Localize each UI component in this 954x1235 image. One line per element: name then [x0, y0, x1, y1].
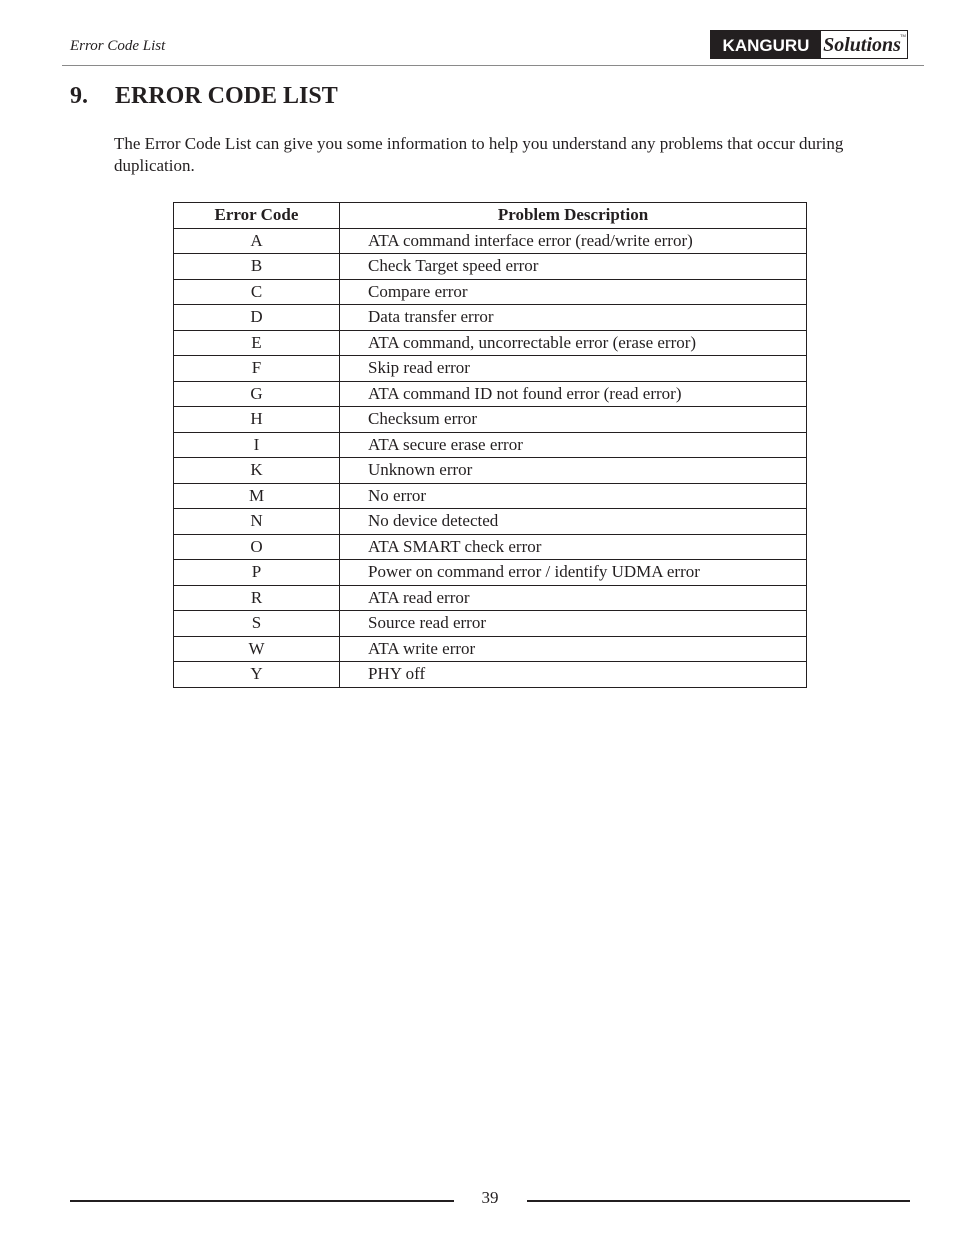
problem-description-cell: Skip read error — [340, 356, 807, 382]
column-header-error-code: Error Code — [174, 203, 340, 229]
table-row — [174, 509, 807, 535]
table-row — [174, 662, 807, 688]
error-code-cell: R — [174, 585, 340, 611]
error-code-cell: M — [174, 483, 340, 509]
error-code-cell: N — [174, 509, 340, 535]
problem-description-cell: Check Target speed error — [340, 254, 807, 280]
column-header-problem-description: Problem Description — [340, 203, 807, 229]
error-code-cell: P — [174, 560, 340, 586]
problem-description-cell: Data transfer error — [340, 305, 807, 331]
footer-rule-left — [70, 1200, 454, 1202]
problem-description-cell: Checksum error — [340, 407, 807, 433]
error-code-cell: E — [174, 330, 340, 356]
problem-description-cell: ATA command interface error (read/write error) — [340, 228, 807, 254]
error-code-table — [173, 202, 807, 688]
table-row — [174, 432, 807, 458]
table-row — [174, 458, 807, 484]
problem-description-cell: ATA read error — [340, 585, 807, 611]
problem-description-cell: ATA command, uncorrectable error (erase error) — [340, 330, 807, 356]
error-code-cell: A — [174, 228, 340, 254]
table-row — [174, 407, 807, 433]
error-code-cell: H — [174, 407, 340, 433]
table-row — [174, 560, 807, 586]
error-code-cell: C — [174, 279, 340, 305]
table-row — [174, 305, 807, 331]
table-row — [174, 483, 807, 509]
table-row — [174, 228, 807, 254]
intro-paragraph: The Error Code List can give you some information to help you understand any problems that occur during duplication. — [114, 134, 844, 175]
problem-description-cell: ATA command ID not found error (read error) — [340, 381, 807, 407]
problem-description-cell: Compare error — [340, 279, 807, 305]
footer-rule-right — [527, 1200, 910, 1202]
running-head-title: Error Code List — [70, 38, 166, 54]
page-number: 39 — [481, 1188, 499, 1207]
table-row — [174, 534, 807, 560]
table-row — [174, 279, 807, 305]
header-rule — [62, 65, 924, 66]
error-code-cell: K — [174, 458, 340, 484]
problem-description-cell: ATA write error — [340, 636, 807, 662]
error-code-cell: F — [174, 356, 340, 382]
kanguru-solutions-logo — [710, 30, 908, 59]
error-code-cell: Y — [174, 662, 340, 688]
table-row — [174, 254, 807, 280]
logo-brand: KANGURU — [722, 36, 810, 55]
section-heading — [70, 83, 338, 110]
table-row — [174, 585, 807, 611]
error-code-cell: G — [174, 381, 340, 407]
table-row — [174, 356, 807, 382]
table-row — [174, 330, 807, 356]
section-title: ERROR CODE LIST — [115, 83, 338, 109]
problem-description-cell: ATA secure erase error — [340, 432, 807, 458]
logo-tagline: Solutions — [823, 34, 901, 56]
error-code-cell: O — [174, 534, 340, 560]
table-header-row — [174, 203, 807, 229]
problem-description-cell: Source read error — [340, 611, 807, 637]
table-body — [174, 228, 807, 687]
section-number: 9. — [70, 83, 88, 109]
problem-description-cell: ATA SMART check error — [340, 534, 807, 560]
table-row — [174, 611, 807, 637]
problem-description-cell: No device detected — [340, 509, 807, 535]
error-code-cell: W — [174, 636, 340, 662]
problem-description-cell: No error — [340, 483, 807, 509]
problem-description-cell: PHY off — [340, 662, 807, 688]
error-code-cell: S — [174, 611, 340, 637]
problem-description-cell: Power on command error / identify UDMA error — [340, 560, 807, 586]
table-row — [174, 636, 807, 662]
error-code-cell: B — [174, 254, 340, 280]
error-code-cell: D — [174, 305, 340, 331]
error-code-cell: I — [174, 432, 340, 458]
logo-trademark: TM — [900, 33, 906, 38]
problem-description-cell: Unknown error — [340, 458, 807, 484]
table-row — [174, 381, 807, 407]
